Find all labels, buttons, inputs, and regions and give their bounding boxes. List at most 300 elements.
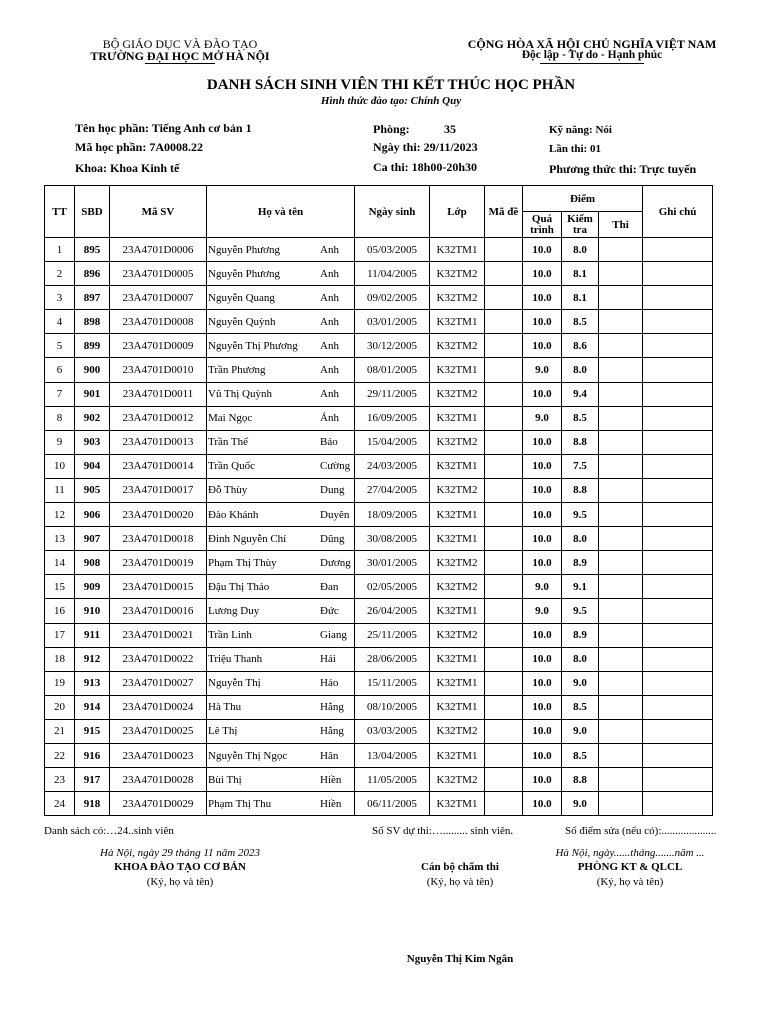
cell-ho: Phạm Thị Thùy <box>208 556 277 569</box>
cell-ngay-sinh: 09/02/2005 <box>355 286 430 310</box>
cell-ngay-sinh: 30/12/2005 <box>355 334 430 358</box>
cell-ghi-chu <box>643 743 713 767</box>
cell-qua-trinh: 10.0 <box>523 647 562 671</box>
republic-name: CỘNG HÒA XÃ HỘI CHỦ NGHĨA VIỆT NAM <box>467 37 717 51</box>
cell-ma-sv: 23A4701D0018 <box>110 527 207 551</box>
cell-qua-trinh: 10.0 <box>523 695 562 719</box>
cell-ho-ten <box>207 719 355 743</box>
cell-tt: 13 <box>45 527 75 551</box>
cell-ghi-chu <box>643 599 713 623</box>
cell-kiem-tra: 8.0 <box>562 238 599 262</box>
cell-kiem-tra: 8.9 <box>562 623 599 647</box>
cell-thi <box>599 551 643 575</box>
exam-shift: Ca thi: 18h00-20h30 <box>373 160 478 174</box>
cell-ho: Nguyễn Thị <box>208 677 261 690</box>
cell-tt: 1 <box>45 238 75 262</box>
cell-tt: 19 <box>45 671 75 695</box>
cell-thi <box>599 358 643 382</box>
cell-qua-trinh: 10.0 <box>523 430 562 454</box>
cell-kiem-tra: 8.5 <box>562 310 599 334</box>
cell-ho-ten <box>207 695 355 719</box>
cell-ma-de <box>485 551 523 575</box>
cell-ma-sv: 23A4701D0029 <box>110 792 207 816</box>
cell-lop: K32TM1 <box>430 238 485 262</box>
cell-kiem-tra: 8.5 <box>562 695 599 719</box>
cell-ngay-sinh: 06/11/2005 <box>355 792 430 816</box>
cell-ma-de <box>485 358 523 382</box>
table-row <box>45 551 713 575</box>
cell-ma-de <box>485 792 523 816</box>
table-row <box>45 262 713 286</box>
cell-tt: 11 <box>45 478 75 502</box>
footer-date-left: Hà Nội, ngày 29 tháng 11 năm 2023 <box>100 847 260 859</box>
cell-lop: K32TM1 <box>430 358 485 382</box>
header-ho-ten: Họ và tên <box>207 186 355 238</box>
cell-lop: K32TM2 <box>430 286 485 310</box>
cell-ma-de <box>485 599 523 623</box>
cell-ten: Hiền <box>320 773 342 786</box>
header-lop: Lớp <box>430 186 485 238</box>
cell-ten: Anh <box>320 291 339 304</box>
cell-ghi-chu <box>643 647 713 671</box>
cell-thi <box>599 478 643 502</box>
cell-ngay-sinh: 05/03/2005 <box>355 238 430 262</box>
cell-kiem-tra: 8.0 <box>562 647 599 671</box>
cell-tt: 4 <box>45 310 75 334</box>
cell-kiem-tra: 9.0 <box>562 719 599 743</box>
header-qua-trinh-line1: Quá <box>531 212 553 225</box>
cell-kiem-tra: 8.6 <box>562 334 599 358</box>
cell-lop: K32TM1 <box>430 743 485 767</box>
header-ghi-chu: Ghi chú <box>643 186 713 238</box>
cell-ho-ten <box>207 527 355 551</box>
cell-tt: 5 <box>45 334 75 358</box>
cell-ho-ten <box>207 647 355 671</box>
cell-qua-trinh: 10.0 <box>523 768 562 792</box>
cell-ho: Nguyễn Phương <box>208 243 280 256</box>
cell-ho: Lê Thị <box>208 725 238 738</box>
cell-ma-de <box>485 406 523 430</box>
cell-ma-sv: 23A4701D0021 <box>110 623 207 647</box>
cell-lop: K32TM1 <box>430 599 485 623</box>
cell-sbd: 916 <box>75 743 110 767</box>
cell-tt: 3 <box>45 286 75 310</box>
cell-sbd: 900 <box>75 358 110 382</box>
cell-ma-sv: 23A4701D0028 <box>110 768 207 792</box>
cell-lop: K32TM1 <box>430 454 485 478</box>
cell-lop: K32TM2 <box>430 382 485 406</box>
cell-ma-de <box>485 382 523 406</box>
cell-lop: K32TM1 <box>430 792 485 816</box>
cell-ma-de <box>485 334 523 358</box>
university-name: TRƯỜNG ĐẠI HỌC MỞ HÀ NỘI <box>90 49 270 63</box>
cell-qua-trinh: 10.0 <box>523 334 562 358</box>
cell-thi <box>599 743 643 767</box>
cell-ma-de <box>485 310 523 334</box>
cell-ghi-chu <box>643 382 713 406</box>
footer-signer-name: Nguyễn Thị Kim Ngân <box>406 953 514 965</box>
cell-sbd: 896 <box>75 262 110 286</box>
cell-ma-de <box>485 719 523 743</box>
document-title: DANH SÁCH SINH VIÊN THI KẾT THÚC HỌC PHẦN <box>206 77 576 93</box>
cell-ghi-chu <box>643 768 713 792</box>
cell-ma-sv: 23A4701D0014 <box>110 454 207 478</box>
header-qua-trinh-line2: trình <box>530 223 554 236</box>
table-row <box>45 503 713 527</box>
cell-ghi-chu <box>643 575 713 599</box>
cell-sbd: 909 <box>75 575 110 599</box>
table-row <box>45 382 713 406</box>
student-table <box>44 185 713 816</box>
cell-ma-de <box>485 647 523 671</box>
cell-ngay-sinh: 15/04/2005 <box>355 430 430 454</box>
cell-thi <box>599 503 643 527</box>
cell-ma-de <box>485 695 523 719</box>
table-row <box>45 286 713 310</box>
cell-ho: Triệu Thanh <box>208 653 263 666</box>
cell-ho: Đinh Nguyễn Chí <box>208 532 287 545</box>
cell-ma-de <box>485 454 523 478</box>
footer-dept-left: KHOA ĐÀO TẠO CƠ BẢN <box>114 861 246 873</box>
cell-ten: Cường <box>320 460 351 473</box>
cell-lop: K32TM2 <box>430 623 485 647</box>
footer-sign-mid: (Ký, họ và tên) <box>426 876 494 888</box>
table-row <box>45 647 713 671</box>
cell-ho: Đỗ Thùy <box>208 484 248 497</box>
footer-count: Danh sách có:…24..sinh viên <box>44 825 174 837</box>
cell-qua-trinh: 10.0 <box>523 551 562 575</box>
cell-ten: Dũng <box>320 532 345 545</box>
cell-ma-sv: 23A4701D0022 <box>110 647 207 671</box>
table-row <box>45 743 713 767</box>
cell-ho-ten <box>207 334 355 358</box>
cell-ho: Trần Phương <box>208 364 266 377</box>
cell-ngay-sinh: 16/09/2005 <box>355 406 430 430</box>
header-sbd: SBD <box>75 186 110 238</box>
cell-kiem-tra: 9.1 <box>562 575 599 599</box>
cell-ten: Ánh <box>320 412 339 425</box>
cell-tt: 10 <box>45 454 75 478</box>
cell-ghi-chu <box>643 454 713 478</box>
table-row <box>45 238 713 262</box>
cell-qua-trinh: 9.0 <box>523 406 562 430</box>
cell-sbd: 901 <box>75 382 110 406</box>
cell-lop: K32TM1 <box>430 503 485 527</box>
cell-ma-de <box>485 671 523 695</box>
cell-sbd: 913 <box>75 671 110 695</box>
table-row <box>45 623 713 647</box>
header-kiem-tra-line2: tra <box>572 223 588 236</box>
cell-lop: K32TM1 <box>430 647 485 671</box>
cell-ma-sv: 23A4701D0010 <box>110 358 207 382</box>
cell-thi <box>599 382 643 406</box>
cell-ho-ten <box>207 503 355 527</box>
cell-lop: K32TM1 <box>430 310 485 334</box>
cell-sbd: 914 <box>75 695 110 719</box>
cell-ho: Đào Khánh <box>208 508 259 521</box>
exam-method: Phương thức thi: Trực tuyến <box>549 162 697 176</box>
cell-lop: K32TM2 <box>430 719 485 743</box>
cell-ho-ten <box>207 599 355 623</box>
cell-ho-ten <box>207 623 355 647</box>
cell-sbd: 915 <box>75 719 110 743</box>
room-value: 35 <box>444 122 456 136</box>
cell-ma-sv: 23A4701D0017 <box>110 478 207 502</box>
cell-thi <box>599 719 643 743</box>
cell-ma-de <box>485 430 523 454</box>
header-kiem-tra-line1: Kiểm <box>567 212 593 225</box>
cell-ho-ten <box>207 286 355 310</box>
cell-ho-ten <box>207 238 355 262</box>
cell-ho: Lương Duy <box>208 604 260 617</box>
cell-ghi-chu <box>643 503 713 527</box>
table-row <box>45 334 713 358</box>
cell-tt: 15 <box>45 575 75 599</box>
cell-ngay-sinh: 26/04/2005 <box>355 599 430 623</box>
cell-ghi-chu <box>643 358 713 382</box>
cell-lop: K32TM2 <box>430 262 485 286</box>
table-row <box>45 792 713 816</box>
cell-ma-sv: 23A4701D0012 <box>110 406 207 430</box>
cell-kiem-tra: 8.5 <box>562 743 599 767</box>
footer-attended: Số SV dự thi:…......... sinh viên. <box>372 825 514 837</box>
cell-thi <box>599 334 643 358</box>
cell-ten: Đức <box>320 604 339 617</box>
cell-ten: Bảo <box>320 436 338 449</box>
cell-ho-ten <box>207 671 355 695</box>
table-row <box>45 430 713 454</box>
cell-sbd: 902 <box>75 406 110 430</box>
cell-ma-de <box>485 286 523 310</box>
cell-thi <box>599 430 643 454</box>
cell-ma-sv: 23A4701D0009 <box>110 334 207 358</box>
cell-ho: Đậu Thị Thảo <box>208 580 270 593</box>
cell-kiem-tra: 8.0 <box>562 358 599 382</box>
cell-ghi-chu <box>643 406 713 430</box>
cell-ho: Nguyễn Phương <box>208 267 280 280</box>
cell-thi <box>599 623 643 647</box>
cell-ten: Duyên <box>320 508 350 521</box>
cell-ho: Mai Ngọc <box>208 412 253 425</box>
cell-tt: 7 <box>45 382 75 406</box>
cell-ten: Dương <box>320 556 351 569</box>
table-row <box>45 768 713 792</box>
table-row <box>45 671 713 695</box>
cell-sbd: 910 <box>75 599 110 623</box>
cell-ghi-chu <box>643 792 713 816</box>
cell-tt: 18 <box>45 647 75 671</box>
header-ma-sv: Mã SV <box>110 186 207 238</box>
cell-ten: Anh <box>320 315 339 328</box>
footer-sign-right: (Ký, họ và tên) <box>596 876 664 888</box>
cell-ghi-chu <box>643 238 713 262</box>
cell-ho: Nguyễn Quỳnh <box>208 315 276 328</box>
exam-date: Ngày thi: 29/11/2023 <box>373 140 478 154</box>
cell-ho: Nguyễn Quang <box>208 291 275 304</box>
cell-ma-de <box>485 623 523 647</box>
cell-thi <box>599 792 643 816</box>
cell-qua-trinh: 10.0 <box>523 454 562 478</box>
cell-ma-sv: 23A4701D0011 <box>110 382 207 406</box>
cell-ngay-sinh: 03/01/2005 <box>355 310 430 334</box>
cell-qua-trinh: 10.0 <box>523 671 562 695</box>
cell-ten: Hằng <box>320 701 344 714</box>
cell-ten: Anh <box>320 243 339 256</box>
table-row <box>45 454 713 478</box>
ministry-name: BỘ GIÁO DỤC VÀ ĐÀO TẠO <box>102 37 258 51</box>
cell-lop: K32TM1 <box>430 406 485 430</box>
skill: Kỹ năng: Nói <box>549 124 612 136</box>
university-underline <box>145 63 215 64</box>
cell-qua-trinh: 9.0 <box>523 358 562 382</box>
cell-sbd: 905 <box>75 478 110 502</box>
cell-ho-ten <box>207 406 355 430</box>
cell-ngay-sinh: 08/01/2005 <box>355 358 430 382</box>
footer-sign-left: (Ký, họ và tên) <box>146 876 214 888</box>
cell-qua-trinh: 10.0 <box>523 623 562 647</box>
cell-ho-ten <box>207 310 355 334</box>
footer-dept-right: PHÒNG KT & QLCL <box>577 861 683 873</box>
cell-ngay-sinh: 30/08/2005 <box>355 527 430 551</box>
table-row <box>45 575 713 599</box>
cell-ho-ten <box>207 430 355 454</box>
cell-ma-de <box>485 238 523 262</box>
table-row <box>45 478 713 502</box>
table-row <box>45 310 713 334</box>
cell-thi <box>599 768 643 792</box>
cell-ten: Hằng <box>320 725 344 738</box>
cell-ho-ten <box>207 358 355 382</box>
cell-thi <box>599 238 643 262</box>
cell-kiem-tra: 9.0 <box>562 792 599 816</box>
cell-tt: 16 <box>45 599 75 623</box>
cell-kiem-tra: 8.9 <box>562 551 599 575</box>
cell-kiem-tra: 9.4 <box>562 382 599 406</box>
cell-ghi-chu <box>643 527 713 551</box>
cell-tt: 14 <box>45 551 75 575</box>
cell-ma-de <box>485 743 523 767</box>
cell-qua-trinh: 10.0 <box>523 382 562 406</box>
cell-ho: Trần Thế <box>208 436 249 449</box>
cell-tt: 12 <box>45 503 75 527</box>
cell-thi <box>599 527 643 551</box>
cell-ten: Hải <box>320 653 336 666</box>
header-tt: TT <box>45 186 75 238</box>
cell-ho: Trần Quốc <box>208 460 255 473</box>
course-code: Mã học phần: 7A0008.22 <box>75 140 204 154</box>
cell-ghi-chu <box>643 695 713 719</box>
cell-ghi-chu <box>643 478 713 502</box>
cell-ghi-chu <box>643 551 713 575</box>
cell-ghi-chu <box>643 310 713 334</box>
cell-ngay-sinh: 25/11/2005 <box>355 623 430 647</box>
cell-qua-trinh: 10.0 <box>523 478 562 502</box>
cell-ten: Đan <box>320 580 339 593</box>
cell-tt: 20 <box>45 695 75 719</box>
cell-ho-ten <box>207 382 355 406</box>
cell-qua-trinh: 10.0 <box>523 286 562 310</box>
cell-sbd: 899 <box>75 334 110 358</box>
cell-ma-sv: 23A4701D0023 <box>110 743 207 767</box>
cell-ho-ten <box>207 262 355 286</box>
cell-lop: K32TM2 <box>430 334 485 358</box>
cell-tt: 23 <box>45 768 75 792</box>
cell-tt: 21 <box>45 719 75 743</box>
cell-ghi-chu <box>643 430 713 454</box>
table-row <box>45 358 713 382</box>
cell-sbd: 895 <box>75 238 110 262</box>
cell-tt: 17 <box>45 623 75 647</box>
cell-ma-sv: 23A4701D0008 <box>110 310 207 334</box>
attempt: Lần thi: 01 <box>549 143 601 155</box>
cell-ten: Hiền <box>320 797 342 810</box>
footer-date-right: Hà Nội, ngày......tháng.......năm ... <box>555 847 705 859</box>
cell-ma-de <box>485 527 523 551</box>
cell-ho-ten <box>207 792 355 816</box>
cell-ten: Giang <box>320 629 347 642</box>
cell-thi <box>599 406 643 430</box>
cell-kiem-tra: 8.8 <box>562 768 599 792</box>
table-row <box>45 695 713 719</box>
cell-qua-trinh: 10.0 <box>523 310 562 334</box>
cell-ma-de <box>485 478 523 502</box>
cell-tt: 2 <box>45 262 75 286</box>
cell-tt: 6 <box>45 358 75 382</box>
cell-ngay-sinh: 11/04/2005 <box>355 262 430 286</box>
cell-ho-ten <box>207 743 355 767</box>
header-qua-trinh <box>523 212 562 238</box>
cell-qua-trinh: 10.0 <box>523 743 562 767</box>
cell-thi <box>599 695 643 719</box>
motto-underline <box>540 63 644 64</box>
cell-ngay-sinh: 29/11/2005 <box>355 382 430 406</box>
course-name: Tên học phần: Tiếng Anh cơ bản 1 <box>75 121 252 135</box>
cell-ngay-sinh: 18/09/2005 <box>355 503 430 527</box>
cell-ho-ten <box>207 575 355 599</box>
header-kiem-tra <box>562 212 599 238</box>
cell-ghi-chu <box>643 286 713 310</box>
table-row <box>45 527 713 551</box>
cell-ho-ten <box>207 768 355 792</box>
cell-sbd: 918 <box>75 792 110 816</box>
cell-kiem-tra: 8.5 <box>562 406 599 430</box>
cell-ngay-sinh: 28/06/2005 <box>355 647 430 671</box>
cell-ma-sv: 23A4701D0005 <box>110 262 207 286</box>
cell-ten: Anh <box>320 388 339 401</box>
cell-ma-sv: 23A4701D0025 <box>110 719 207 743</box>
cell-thi <box>599 647 643 671</box>
cell-ma-sv: 23A4701D0024 <box>110 695 207 719</box>
cell-qua-trinh: 10.0 <box>523 527 562 551</box>
cell-sbd: 903 <box>75 430 110 454</box>
table-row <box>45 406 713 430</box>
cell-ngay-sinh: 24/03/2005 <box>355 454 430 478</box>
cell-ma-sv: 23A4701D0027 <box>110 671 207 695</box>
cell-kiem-tra: 8.0 <box>562 527 599 551</box>
cell-lop: K32TM2 <box>430 478 485 502</box>
cell-thi <box>599 599 643 623</box>
header-ma-de: Mã đề <box>485 186 523 238</box>
cell-ma-de <box>485 768 523 792</box>
cell-ngay-sinh: 03/03/2005 <box>355 719 430 743</box>
room-label: Phòng: <box>373 122 410 136</box>
cell-ho: Bùi Thị <box>208 773 242 786</box>
cell-ho-ten <box>207 454 355 478</box>
cell-ngay-sinh: 27/04/2005 <box>355 478 430 502</box>
cell-ho: Vũ Thị Quỳnh <box>208 388 272 401</box>
cell-ho-ten <box>207 551 355 575</box>
cell-ma-sv: 23A4701D0013 <box>110 430 207 454</box>
